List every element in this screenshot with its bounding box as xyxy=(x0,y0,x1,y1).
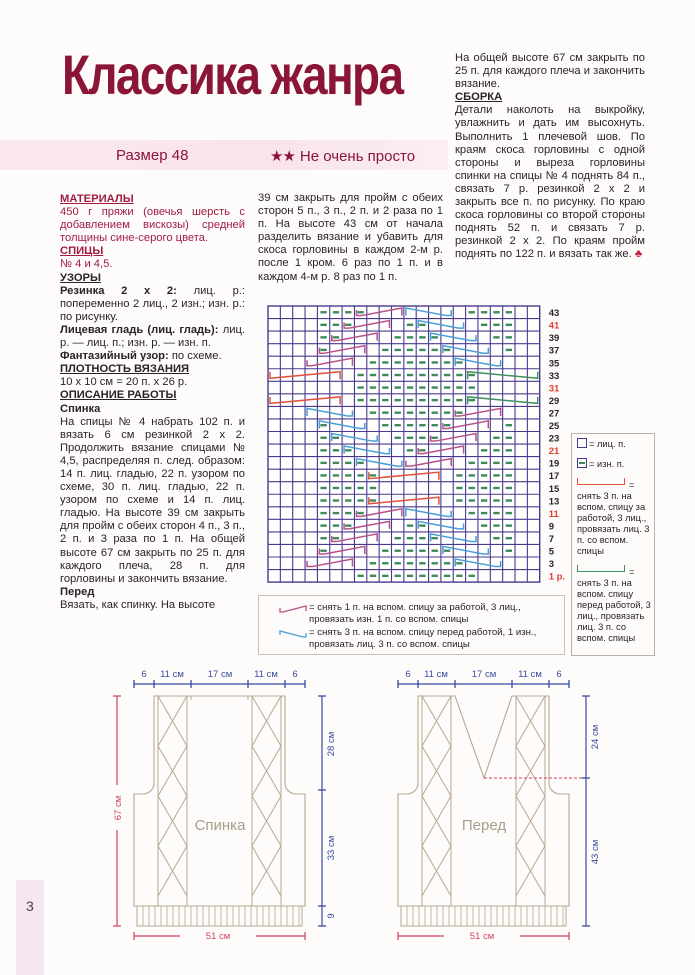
row-label: 19 xyxy=(548,458,560,470)
row-label: 29 xyxy=(548,395,560,407)
purl-stitch-mark xyxy=(345,311,351,313)
purl-stitch-mark xyxy=(357,374,363,376)
purl-stitch-mark xyxy=(481,324,487,326)
purl-stitch-mark xyxy=(444,361,450,363)
purl-stitch-mark xyxy=(407,449,413,451)
patterns-heading: УЗОРЫ xyxy=(60,271,101,284)
purl-stitch-mark xyxy=(357,474,363,476)
gauge-heading: ПЛОТНОСТЬ ВЯЗАНИЯ xyxy=(60,363,190,376)
purl-stitch-mark xyxy=(456,499,462,501)
purl-stitch-mark xyxy=(370,487,376,489)
row-label: 15 xyxy=(548,483,560,495)
purl-stitch-mark xyxy=(395,336,401,338)
purl-stitch-mark xyxy=(506,424,512,426)
purl-stitch-mark xyxy=(345,487,351,489)
purl-stitch-mark xyxy=(333,474,339,476)
purl-stitch-mark xyxy=(370,499,376,501)
chart-legend-side xyxy=(571,433,655,656)
purl-stitch-mark xyxy=(419,550,425,552)
purl-stitch-mark xyxy=(407,537,413,539)
front-bottom-width: 51 см xyxy=(469,931,495,942)
purl-stitch-mark xyxy=(395,537,401,539)
purl-stitch-mark xyxy=(395,374,401,376)
purl-stitch-mark xyxy=(432,386,438,388)
garment-schematics xyxy=(0,660,695,975)
green-cable-icon xyxy=(577,565,625,572)
purl-stitch-mark xyxy=(419,336,425,338)
legend-blue-cable xyxy=(285,627,564,650)
purl-stitch-mark xyxy=(333,324,339,326)
purl-stitch-mark xyxy=(320,487,326,489)
purl-stitch-mark xyxy=(382,399,388,401)
needles-text: № 4 и 4,5. xyxy=(60,258,113,271)
purl-stitch-mark xyxy=(395,424,401,426)
purl-stitch-mark xyxy=(395,399,401,401)
purl-stitch-mark xyxy=(320,336,326,338)
purl-stitch-mark xyxy=(407,399,413,401)
row-label: 37 xyxy=(548,345,560,357)
purl-stitch-mark xyxy=(432,562,438,564)
back-text: На спицы № 4 набрать 102 п. и вязать 6 см резинкой 2 х 2. Продолжить вязание спицами № 4,5, распределяя п. след. образом: 14 п. лиц. гладью, 22 п. узором по схеме, 30 п. лиц. гладью, 22 п. узором по схеме и 14 п. лиц. гладью. На высоте 39 см закрыть для пройм с обеих сторон 4 п., 3 п., 2 п. и 3 раза по 1 п. На общей высоте 67 см закрыть по 25 п. для каждого плеча, 28 п. для горловины и закончить вязание. xyxy=(60,415,246,585)
front-heading: Перед xyxy=(60,585,95,598)
assembly-body: Детали наколоть на выкройку, увлажнить и дать им высохнуть. Выполнить 1 плечевой шов. По краям скоса горловины с одной стороны и выреза горловины спинки на спицы № 4 поднять 84 п., связать 7 р. резинкой 2 х 2 и закрыть все п. по рисунку. По краю скоса горловины со второй стороны поднять 52 п. и связать 7 р. резинкой 2 х 2. По краям пройм поднять по 122 п. и вязать так же. xyxy=(455,104,645,261)
front-schematic xyxy=(398,669,601,942)
purl-stitch-mark xyxy=(481,449,487,451)
purl-stitch-mark xyxy=(432,411,438,413)
purl-stitch-mark xyxy=(419,437,425,439)
purl-stitch-mark xyxy=(506,487,512,489)
column-middle xyxy=(258,192,443,284)
purl-stitch-mark xyxy=(370,474,376,476)
rib-text: лиц. р.: попеременно 2 лиц., 2 изн.; изн. р.: по рисунку. xyxy=(60,284,246,323)
purl-stitch-mark xyxy=(407,349,413,351)
purl-stitch-mark xyxy=(395,550,401,552)
purl-stitch-mark xyxy=(481,499,487,501)
purl-stitch-mark xyxy=(407,374,413,376)
row-label: 9 xyxy=(548,521,554,533)
purl-stitch-mark xyxy=(320,499,326,501)
purl-stitch-mark xyxy=(370,386,376,388)
purl-stitch-mark xyxy=(506,311,512,313)
purl-stitch-mark xyxy=(357,575,363,577)
purl-stitch-mark xyxy=(419,575,425,577)
fancy-pattern xyxy=(60,350,245,363)
purl-stitch-mark xyxy=(395,437,401,439)
assembly-heading: СБОРКА xyxy=(455,91,503,104)
purl-stitch-mark xyxy=(333,524,339,526)
purl-stitch-mark xyxy=(419,349,425,351)
front-width-3: 17 см xyxy=(471,669,497,680)
row-label: 33 xyxy=(548,370,560,382)
instructions-heading: ОПИСАНИЕ РАБОТЫ xyxy=(60,389,177,402)
purl-stitch-mark xyxy=(333,512,339,514)
purl-stitch-mark xyxy=(444,411,450,413)
row-label: 31 xyxy=(548,383,560,395)
purl-stitch-mark xyxy=(395,562,401,564)
assembly-text xyxy=(455,104,645,261)
purl-stitch-mark xyxy=(320,437,326,439)
column-left xyxy=(60,193,245,612)
purl-stitch-mark xyxy=(506,336,512,338)
row-label: 1 р. xyxy=(548,571,566,583)
purl-stitch-mark xyxy=(469,374,475,376)
purl-stitch-mark xyxy=(395,361,401,363)
purl-stitch-mark xyxy=(481,474,487,476)
purl-stitch-mark xyxy=(333,462,339,464)
row-label: 17 xyxy=(548,471,560,483)
row-label: 43 xyxy=(548,308,560,320)
difficulty-rating xyxy=(270,147,415,165)
row-label: 3 xyxy=(548,559,554,571)
purl-stitch-mark xyxy=(432,374,438,376)
column-right xyxy=(455,52,645,262)
purl-stitch-mark xyxy=(469,474,475,476)
purl-stitch-mark xyxy=(469,512,475,514)
back-width-5: 6 xyxy=(292,669,298,680)
legend-purl xyxy=(577,458,654,470)
legend-knit xyxy=(577,438,654,450)
purl-stitch-mark xyxy=(407,336,413,338)
page-number-tab xyxy=(16,880,44,975)
purl-stitch-mark xyxy=(469,487,475,489)
purl-stitch-mark xyxy=(456,411,462,413)
back-heading: Спинка xyxy=(60,402,101,415)
purl-stitch-mark xyxy=(481,524,487,526)
purl-stitch-mark xyxy=(432,575,438,577)
purl-stitch-mark xyxy=(506,537,512,539)
purl-stitch-mark xyxy=(382,424,388,426)
rib-label: Резинка 2 х 2: xyxy=(60,284,177,297)
purl-stitch-mark xyxy=(419,424,425,426)
purl-stitch-mark xyxy=(370,399,376,401)
purl-stitch-mark xyxy=(395,575,401,577)
purl-stitch-mark xyxy=(493,499,499,501)
page-number: 3 xyxy=(26,898,34,914)
purl-stitch-mark xyxy=(333,487,339,489)
purl-stitch-mark xyxy=(432,424,438,426)
purl-stitch-mark xyxy=(506,462,512,464)
legend-blue-cable-text: = снять 3 п. на вспом. спицу перед работой, 1 изн., провязать лиц. 3 п. со вспом. спицы xyxy=(309,627,537,650)
purl-stitch-mark xyxy=(419,399,425,401)
purl-stitch-mark xyxy=(333,437,339,439)
purl-stitch-mark xyxy=(370,562,376,564)
purl-stitch-mark xyxy=(407,437,413,439)
purl-stitch-mark xyxy=(382,562,388,564)
purl-stitch-mark xyxy=(320,311,326,313)
row-label: 11 xyxy=(548,508,559,520)
purl-stitch-mark xyxy=(345,462,351,464)
purl-stitch-mark xyxy=(493,537,499,539)
purl-stitch-mark xyxy=(419,386,425,388)
chart-legend-bottom xyxy=(258,595,565,655)
purl-stitch-mark xyxy=(382,411,388,413)
purl-stitch-mark xyxy=(320,524,326,526)
purl-stitch-mark xyxy=(407,550,413,552)
purl-square-icon xyxy=(577,458,587,468)
purl-stitch-mark xyxy=(407,361,413,363)
back-height-rib: 9 xyxy=(326,913,337,919)
purl-stitch-mark xyxy=(382,361,388,363)
needles-heading: СПИЦЫ xyxy=(60,245,104,258)
purl-stitch-mark xyxy=(407,424,413,426)
purl-stitch-mark xyxy=(506,474,512,476)
purl-stitch-mark xyxy=(357,512,363,514)
star-icon: ★★ xyxy=(270,148,295,165)
purl-stitch-mark xyxy=(469,499,475,501)
purl-stitch-mark xyxy=(345,524,351,526)
red-cable-icon xyxy=(577,478,625,485)
fancy-label: Фантазийный узор: xyxy=(60,350,169,363)
purl-stitch-mark xyxy=(320,537,326,539)
purl-stitch-mark xyxy=(493,462,499,464)
purl-stitch-mark xyxy=(382,550,388,552)
legend-pink-cable-text: = снять 1 п. на вспом. спицу за работой, 3 лиц., провязать изн. 1 п. со вспом. спицы xyxy=(309,602,521,625)
legend-pink-cable xyxy=(285,602,564,625)
front-width-4: 11 см xyxy=(518,669,542,680)
purl-stitch-mark xyxy=(370,575,376,577)
purl-stitch-mark xyxy=(345,474,351,476)
purl-stitch-mark xyxy=(444,386,450,388)
row-label: 23 xyxy=(548,433,560,445)
pink-cable-icon xyxy=(279,604,307,614)
purl-stitch-mark xyxy=(493,487,499,489)
row-label: 7 xyxy=(548,533,554,545)
purl-stitch-mark xyxy=(407,524,413,526)
purl-stitch-mark xyxy=(506,449,512,451)
purl-stitch-mark xyxy=(345,449,351,451)
purl-stitch-mark xyxy=(333,499,339,501)
front-text-3: На общей высоте 67 см закрыть по 25 п. для каждого плеча и закончить вязание. xyxy=(455,52,645,91)
row-label: 41 xyxy=(548,320,560,332)
front-label: Перед xyxy=(461,817,507,834)
purl-stitch-mark xyxy=(419,537,425,539)
knit-square-icon xyxy=(577,438,587,448)
purl-stitch-mark xyxy=(506,550,512,552)
purl-stitch-mark xyxy=(370,374,376,376)
purl-stitch-mark xyxy=(357,462,363,464)
purl-stitch-mark xyxy=(469,386,475,388)
purl-stitch-mark xyxy=(493,324,499,326)
purl-stitch-mark xyxy=(395,386,401,388)
purl-stitch-mark xyxy=(333,311,339,313)
purl-stitch-mark xyxy=(320,449,326,451)
purl-stitch-mark xyxy=(432,336,438,338)
purl-stitch-mark xyxy=(357,399,363,401)
purl-stitch-mark xyxy=(407,562,413,564)
purl-stitch-mark xyxy=(444,550,450,552)
purl-stitch-mark xyxy=(320,424,326,426)
difficulty-label: Не очень просто xyxy=(299,148,416,165)
purl-stitch-mark xyxy=(395,349,401,351)
legend-purl-text: = изн. п. xyxy=(589,459,625,469)
back-height-top: 28 см xyxy=(326,731,337,757)
back-width-1: 6 xyxy=(141,669,147,680)
purl-stitch-mark xyxy=(320,474,326,476)
purl-stitch-mark xyxy=(493,474,499,476)
purl-stitch-mark xyxy=(382,374,388,376)
purl-stitch-mark xyxy=(456,374,462,376)
purl-stitch-mark xyxy=(345,324,351,326)
purl-stitch-mark xyxy=(320,550,326,552)
purl-stitch-mark xyxy=(456,575,462,577)
stitch-chart xyxy=(262,300,567,590)
purl-stitch-mark xyxy=(419,524,425,526)
back-width-4: 11 см xyxy=(254,669,278,680)
purl-stitch-mark xyxy=(506,524,512,526)
row-label: 13 xyxy=(548,496,560,508)
back-width-3: 17 см xyxy=(207,669,233,680)
purl-stitch-mark xyxy=(456,474,462,476)
fancy-text: по схеме. xyxy=(168,350,222,363)
purl-stitch-mark xyxy=(357,311,363,313)
row-label: 39 xyxy=(548,333,560,345)
row-label: 5 xyxy=(548,546,554,558)
purl-stitch-mark xyxy=(469,311,475,313)
front-width-2: 11 см xyxy=(424,669,448,680)
front-height-bottom: 43 см xyxy=(590,839,601,865)
purl-stitch-mark xyxy=(370,361,376,363)
purl-stitch-mark xyxy=(320,512,326,514)
purl-stitch-mark xyxy=(456,386,462,388)
back-height-mid: 33 см xyxy=(326,835,337,861)
purl-stitch-mark xyxy=(333,537,339,539)
gauge-text: 10 х 10 см = 20 п. х 26 р. xyxy=(60,376,188,389)
blue-cable-icon xyxy=(279,629,307,639)
purl-stitch-mark xyxy=(456,399,462,401)
stockinette-text: лиц. р. — лиц. п.; изн. р. — изн. п. xyxy=(60,323,245,350)
purl-stitch-mark xyxy=(419,374,425,376)
purl-stitch-mark xyxy=(481,512,487,514)
purl-stitch-mark xyxy=(407,411,413,413)
purl-stitch-mark xyxy=(419,449,425,451)
purl-stitch-mark xyxy=(419,562,425,564)
purl-stitch-mark xyxy=(432,399,438,401)
legend-green-cable-text: = снять 3 п. на вспом. спицу перед работой, 3 лиц., провязать лиц. 3 п. со вспом. спицы xyxy=(577,567,651,643)
legend-green-cable xyxy=(577,565,654,644)
purl-stitch-mark xyxy=(456,361,462,363)
purl-stitch-mark xyxy=(345,499,351,501)
purl-stitch-mark xyxy=(320,324,326,326)
stockinette-pattern xyxy=(60,324,245,350)
purl-stitch-mark xyxy=(407,575,413,577)
row-label: 27 xyxy=(548,408,560,420)
purl-stitch-mark xyxy=(357,386,363,388)
purl-stitch-mark xyxy=(506,324,512,326)
materials-heading: МАТЕРИАЛЫ xyxy=(60,193,134,205)
purl-stitch-mark xyxy=(481,462,487,464)
purl-stitch-mark xyxy=(419,324,425,326)
purl-stitch-mark xyxy=(456,487,462,489)
stockinette-label: Лицевая гладь (лиц. гладь): xyxy=(60,323,219,336)
purl-stitch-mark xyxy=(333,449,339,451)
purl-stitch-mark xyxy=(333,336,339,338)
purl-stitch-mark xyxy=(506,512,512,514)
purl-stitch-mark xyxy=(469,399,475,401)
purl-stitch-mark xyxy=(444,349,450,351)
purl-stitch-mark xyxy=(407,386,413,388)
purl-stitch-mark xyxy=(432,550,438,552)
purl-stitch-mark xyxy=(370,411,376,413)
purl-stitch-mark xyxy=(419,411,425,413)
front-text-1: Вязать, как спинку. На высоте xyxy=(60,598,216,611)
front-text-2: 39 см закрыть для пройм с обеих сторон 5 п., 3 п., 2 п. и 2 раза по 1 п. На высоте 43 см от начала разделить вязание и убавить для скоса горловины в каждом 2-м р. после 1 кром. 6 раз по 1 п. и в каждом 4-м р. 8 раз по 1 п. xyxy=(258,192,443,283)
purl-stitch-mark xyxy=(493,336,499,338)
purl-stitch-mark xyxy=(345,512,351,514)
purl-stitch-mark xyxy=(444,562,450,564)
front-width-5: 6 xyxy=(556,669,562,680)
legend-red-cable-text: = снять 3 п. на вспом. спицу за работой, 3 лиц., провязать лиц. 3 п. со вспом. спицы xyxy=(577,480,650,556)
purl-stitch-mark xyxy=(382,575,388,577)
front-width-1: 6 xyxy=(405,669,411,680)
purl-stitch-mark xyxy=(481,311,487,313)
purl-stitch-mark xyxy=(481,487,487,489)
row-label: 21 xyxy=(548,446,560,458)
front-height-top: 24 см xyxy=(590,724,601,750)
purl-stitch-mark xyxy=(444,399,450,401)
purl-stitch-mark xyxy=(506,437,512,439)
purl-stitch-mark xyxy=(469,462,475,464)
page-title: Классика жанра xyxy=(62,43,403,106)
purl-stitch-mark xyxy=(493,437,499,439)
back-schematic xyxy=(113,669,340,942)
purl-stitch-mark xyxy=(357,499,363,501)
purl-stitch-mark xyxy=(456,562,462,564)
purl-stitch-mark xyxy=(432,349,438,351)
purl-stitch-mark xyxy=(493,512,499,514)
materials-text: 450 г пряжи (овечья шерсть с добавлением вискозы) средней толщины сине-серого цвета. xyxy=(60,206,245,245)
size-label: Размер 48 xyxy=(116,147,189,164)
purl-stitch-mark xyxy=(493,524,499,526)
purl-stitch-mark xyxy=(493,449,499,451)
purl-stitch-mark xyxy=(382,386,388,388)
purl-stitch-mark xyxy=(444,374,450,376)
back-total-height: 67 см xyxy=(113,795,124,821)
purl-stitch-mark xyxy=(444,424,450,426)
purl-stitch-mark xyxy=(432,437,438,439)
purl-stitch-mark xyxy=(493,311,499,313)
purl-stitch-mark xyxy=(469,575,475,577)
rib-pattern xyxy=(60,285,245,324)
back-bottom-width: 51 см xyxy=(205,931,231,942)
club-icon: ♣ xyxy=(634,248,643,261)
purl-stitch-mark xyxy=(395,411,401,413)
purl-stitch-mark xyxy=(506,499,512,501)
row-label: 25 xyxy=(548,421,560,432)
purl-stitch-mark xyxy=(432,361,438,363)
purl-stitch-mark xyxy=(407,324,413,326)
back-label: Спинка xyxy=(194,817,246,834)
legend-red-cable xyxy=(577,478,654,557)
purl-stitch-mark xyxy=(444,575,450,577)
purl-stitch-mark xyxy=(320,462,326,464)
purl-stitch-mark xyxy=(419,361,425,363)
purl-stitch-mark xyxy=(357,487,363,489)
purl-stitch-mark xyxy=(432,537,438,539)
purl-stitch-mark xyxy=(382,349,388,351)
purl-stitch-mark xyxy=(320,349,326,351)
row-label: 35 xyxy=(548,358,560,370)
back-width-2: 11 см xyxy=(160,669,184,680)
legend-knit-text: = лиц. п. xyxy=(589,439,626,449)
purl-stitch-mark xyxy=(506,349,512,351)
